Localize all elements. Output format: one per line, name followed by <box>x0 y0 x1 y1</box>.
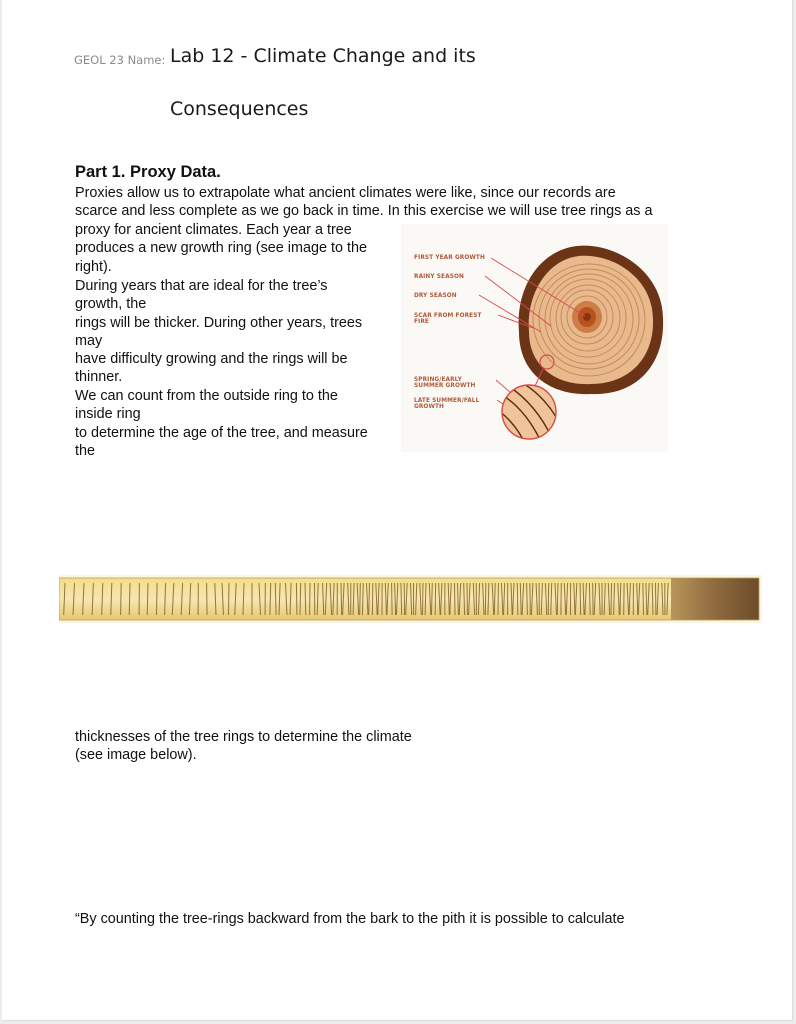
core-ring-line <box>517 583 518 615</box>
label-scar-fire: FIRE <box>414 319 429 325</box>
tree-ring-diagram <box>401 224 668 452</box>
core-ring-line <box>580 583 581 615</box>
label-first-year-growth: FIRST YEAR GROWTH <box>414 255 485 261</box>
tree-core-image <box>59 575 762 623</box>
part1-heading: Part 1. Proxy Data. <box>75 163 221 181</box>
core-ring-line <box>207 583 208 615</box>
label-growth: GROWTH <box>414 404 444 410</box>
course-name-label: GEOL 23 Name: <box>74 53 166 67</box>
core-ring-line <box>300 583 301 615</box>
core-ring-line <box>229 583 230 615</box>
lab-title-continued: Consequences <box>170 98 309 120</box>
paragraph-line: to determine the age of the tree, and measure <box>75 425 368 441</box>
core-ring-line <box>455 583 456 615</box>
core-ring-line <box>360 583 361 615</box>
core-ring-line <box>392 583 393 615</box>
core-ring-line <box>341 583 342 615</box>
paragraph-line: may <box>75 333 103 349</box>
paragraph-line: scarce and less complete as we go back in time. In this exercise we will use tree rings as a <box>75 203 653 219</box>
paragraph-line: right). <box>75 259 112 275</box>
label-late-summer-fall: LATE SUMMER/FALL <box>414 398 480 404</box>
label-scar-forest: SCAR FROM FOREST <box>414 313 482 319</box>
lab-title: Lab 12 - Climate Change and its <box>170 45 476 67</box>
quote-line: “By counting the tree-rings backward from the bark to the pith it is possible to calculate <box>75 911 625 927</box>
paragraph-line: thicknesses of the tree rings to determine the climate <box>75 729 412 745</box>
document-page <box>2 0 793 1021</box>
paragraph-line: growth, the <box>75 296 147 312</box>
core-ring-line <box>157 583 158 615</box>
core-ring-line <box>643 583 644 615</box>
paragraph-line: produces a new growth ring (see image to the <box>75 240 367 256</box>
paragraph-line: During years that are ideal for the tree’s <box>75 278 328 294</box>
paragraph-line: inside ring <box>75 406 141 422</box>
core-ring-line <box>121 583 122 615</box>
core-ring-line <box>485 583 486 615</box>
paragraph-line: proxy for ancient climates. Each year a tree <box>75 222 352 238</box>
paragraph-line: Proxies allow us to extrapolate what ancient climates were like, since our records are <box>75 185 616 201</box>
core-ring-line <box>423 583 424 615</box>
core-ring-line <box>611 583 612 615</box>
paragraph-line: thinner. <box>75 369 123 385</box>
label-rainy-season: RAINY SEASON <box>414 274 464 280</box>
paragraph-line: rings will be thicker. During other years, trees <box>75 315 363 331</box>
paragraph-line: the <box>75 443 96 459</box>
label-dry-season: DRY SEASON <box>414 293 457 299</box>
paragraph-line: have difficulty growing and the rings will be <box>75 351 348 367</box>
paragraph-line: We can count from the outside ring to the <box>75 388 338 404</box>
tree-core-strip <box>59 575 762 623</box>
core-ring-line <box>548 583 549 615</box>
core-ring-line <box>296 583 297 615</box>
label-spring-early: SPRING/EARLY <box>414 377 462 383</box>
label-summer-growth: SUMMER GROWTH <box>414 383 476 389</box>
paragraph-line: (see image below). <box>75 747 197 763</box>
